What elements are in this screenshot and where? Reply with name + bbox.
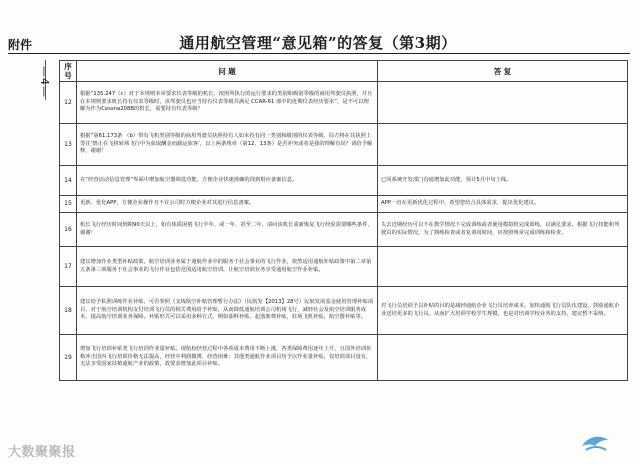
question-cell: 机长飞行经历时间到期90天以上，如有体质困倦飞行半年、或一年、甚至二年，请问该机长重新恢复飞行经验需要哪些条件，谢谢！ xyxy=(77,213,378,247)
column-header-no: 序号 xyxy=(60,61,77,82)
table-row xyxy=(60,196,628,213)
table-row xyxy=(60,213,628,247)
row-number: 16 xyxy=(60,213,77,247)
row-number: 13 xyxy=(60,124,77,166)
answer-cell: 已同系统开发部门沟通增加此功能，预计5月中旬上线。 xyxy=(378,166,628,196)
question-cell: 在“经营活动信息管理”界面中增加航空器筛选功能，方便企业快速准确的找到相应备案信息。 xyxy=(77,166,378,196)
column-header-answer: 答 复 xyxy=(378,61,628,82)
table-row xyxy=(60,166,628,196)
row-number: 14 xyxy=(60,166,77,196)
answer-cell: 对飞行员培训予以补贴的目的是减轻通航企业飞行员培养成本。加快通航飞行员队伍建设，鼓励通航企业送培更多的飞行员。从而扩大培训学校学生规模，也是对培训学校业务的支持，建议暂不采纳。 xyxy=(378,287,628,335)
answer-cell xyxy=(378,124,628,166)
watermark-text: 大数聚聚报 xyxy=(8,445,76,460)
table-header-row xyxy=(60,61,628,82)
table-row xyxy=(60,335,628,381)
page-number: —4— xyxy=(38,66,51,98)
question-cell: 更新、优化APP，方便企业操作且不在公司时方便企业对其进行信息备案。 xyxy=(77,196,378,213)
question-cell: 根据“135.247（c）对于本规则本章要求仪表等级的机长、按照所执行的运行要求的类别和级别等级的商用驾驶员执照，并且在本规则要求机长持有仪表等级时，该驾驶员也应当持有仪表等级并满足 CCAR-61 部中的近期仪表经历要求”，是不可以理解为作为Cessna208B的机长，需要持有仪表等级？ xyxy=(77,82,378,124)
answer-cell xyxy=(378,82,628,124)
bird-logo-icon xyxy=(578,432,612,456)
answer-cell: 失去近期经历可以不在教学情况下完成训练或者使用模拟机完成训练，以满足要求，根据飞行技能和驾驶员的实际情况，为了熟练检查或者复训用时间，应按照规章完成训练和检查。 xyxy=(378,213,628,247)
row-number: 17 xyxy=(60,247,77,287)
document-title: 通用航空管理“意见箱”的答复（第3期） xyxy=(179,34,457,52)
row-number: 12 xyxy=(60,82,77,124)
qa-table xyxy=(59,60,628,381)
table-row xyxy=(60,124,628,166)
answer-cell xyxy=(378,335,628,381)
question-cell: 建议给予私照训练作业补贴，可否参照《支线航空补贴管理暂行办法》（民航发【2013】28号）民航发展基金使用管理补贴项目，对于航空培训机构支付培训飞行员的相关费用给予补贴，从而降低通航培训公司机场飞行，减轻社会及航空培训服务成本，提高航空培训业务保障。补贴形式可以采用多种方式，例如油料补贴，起落架费补贴，驻场飞机补贴，航空器补贴等。 xyxy=(77,287,378,335)
title-divider xyxy=(8,53,630,54)
question-cell: 根据“第61.173条 （b）带有飞机类别等级的商用驾驶员执照持有人如未持有同一类别和级别的仪表等级，局方将在其执照上签注‘禁止在飞机转场飞行中为获取酬金而载运旅客’，以上两条规章（第12、13条）是否冲突或者是我的理解有误？请给予解释，谢谢！ xyxy=(77,124,378,166)
row-number: 19 xyxy=(60,335,77,381)
table-row xyxy=(60,82,628,124)
answer-cell: APP一直在更新优化过程中，希望您结合具体需求，提出优化建议。 xyxy=(378,196,628,213)
table-row xyxy=(60,287,628,335)
answer-cell xyxy=(378,247,628,287)
row-number: 18 xyxy=(60,287,77,335)
column-header-question: 问 题 xyxy=(77,61,378,82)
attachment-label: 附件 xyxy=(8,38,33,52)
row-number: 15 xyxy=(60,196,77,213)
table-row xyxy=(60,247,628,287)
question-cell: 建议增加作业类型补贴政策，航空培训业务属于通航作业中的服务于社会事业的飞行作业，依然适用通航补贴政策中第二章第五条第三项服务于社会事业的飞行作业包括范围适用航空培训，让航空培训业务享受通用航空作业补贴。 xyxy=(77,247,378,287)
question-cell: 增加飞行培训补贴类飞行培训作业量补贴。现航校经营过程中各项成本费用不断上涨，各类保障费用逐年上升，且国外培训价格冲击国内飞行培训价格无法提高，经营中利润微薄，经营困难；其他类通航作业项目均予以作业量补贴，仅培训项目没有，无法享受国家扶植通航产业的政策，故要求增加此项目补贴。 xyxy=(77,335,378,381)
